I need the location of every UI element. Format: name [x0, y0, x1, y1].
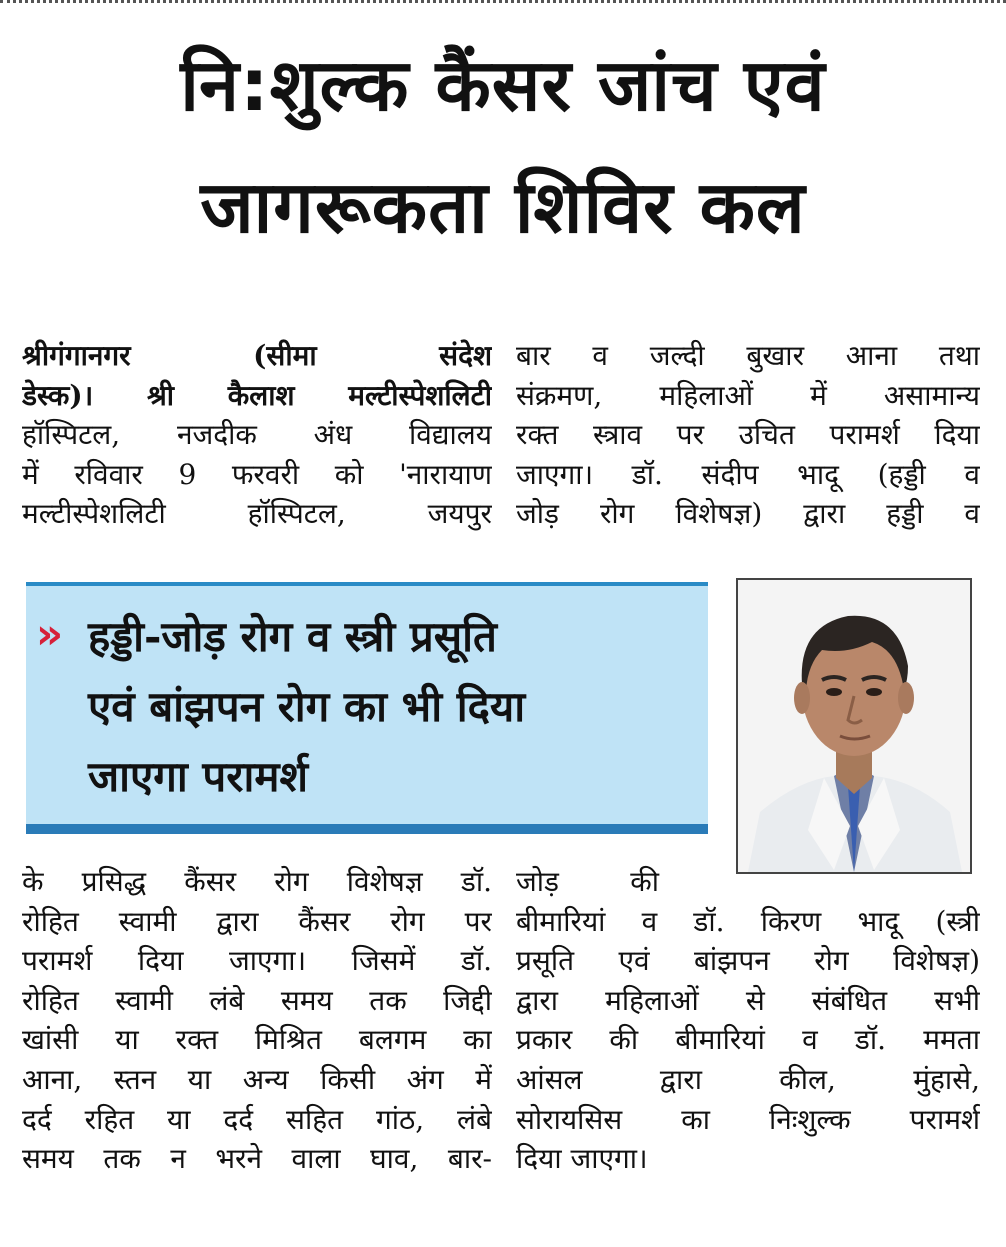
text-line: संक्रमण, महिलाओं में असामान्य [516, 378, 980, 412]
text-line: बार व जल्दी बुखार आना तथा [516, 339, 980, 372]
text-line: समय तक न भरने वाला घाव, बार- [22, 1142, 492, 1176]
text-line: जोड़ की [516, 865, 659, 898]
doctor-portrait-svg [738, 580, 970, 872]
text-line [22, 376, 492, 416]
text-line: द्वारा महिलाओं से संबंधित सभी [516, 983, 980, 1017]
callout-line-1: हड्डी-जोड़ रोग व स्त्री प्रसूति [88, 612, 497, 661]
dateline-end: डेस्क)। श्री कैलाश मल्टीस्पेशलिटी [22, 378, 492, 412]
text-line: रोहित स्वामी द्वारा कैंसर रोग पर [22, 904, 492, 938]
headline [14, 24, 992, 268]
text-line: रक्त स्त्राव पर उचित परामर्श दिया [516, 418, 980, 452]
text-line: रोहित स्वामी लंबे समय तक जिद्दी [22, 983, 492, 1017]
text-line: खांसी या रक्त मिश्रित बलगम का [22, 1023, 492, 1057]
callout-bottom-bar [26, 824, 708, 834]
text-line: प्रकार की बीमारियां व डॉ. ममता [516, 1023, 980, 1057]
text-line: हॉस्पिटल, नजदीक अंध विद्यालय [22, 418, 492, 452]
double-chevron-icon: » [36, 609, 64, 658]
headline-line-2: जागरूकता शिविर कल [200, 165, 806, 249]
text-line: में रविवार 9 फरवरी को 'नारायाण [22, 457, 492, 491]
text-line: दर्द रहित या दर्द सहित गांठ, लंबे [22, 1102, 492, 1136]
callout-line-3: जाएगा परामर्श [88, 752, 309, 801]
headline-line-1: नि:शुल्क कैंसर जांच एवं [180, 43, 826, 127]
top-dotted-border [0, 0, 1006, 15]
text-line: आना, स्तन या अन्य किसी अंग में [22, 1062, 492, 1096]
highlight-callout-box [26, 582, 708, 834]
intro-column-left [22, 336, 492, 534]
body-column-left [22, 862, 492, 1179]
doctor-portrait-icon [736, 578, 972, 874]
dateline: श्रीगंगानगर (सीमा संदेश [22, 339, 492, 372]
callout-line-2: एवं बांझपन रोग का भी दिया [88, 682, 526, 731]
text-line: दिया जाएगा। [516, 1142, 648, 1176]
callout-text [88, 602, 700, 812]
text-line: के प्रसिद्ध कैंसर रोग विशेषज्ञ डॉ. [22, 865, 492, 898]
body-column-right [516, 862, 980, 1179]
text-line: बीमारियां व डॉ. किरण भादू (स्त्री [516, 904, 980, 938]
text-line: जाएगा। डॉ. संदीप भादू (हड्डी व [516, 457, 980, 491]
text-line: परामर्श दिया जाएगा। जिसमें डॉ. [22, 944, 492, 978]
text-line: आंसल द्वारा कील, मुंहासे, [516, 1062, 980, 1096]
text-line: मल्टीस्पेशलिटी हॉस्पिटल, जयपुर [22, 497, 492, 531]
text-line: सोरायसिस का निःशुल्क परामर्श [516, 1102, 980, 1136]
intro-column-right [516, 336, 980, 534]
text-line: जोड़ रोग विशेषज्ञ) द्वारा हड्डी व [516, 497, 980, 531]
text-line: प्रसूति एवं बांझपन रोग विशेषज्ञ) [516, 944, 980, 978]
